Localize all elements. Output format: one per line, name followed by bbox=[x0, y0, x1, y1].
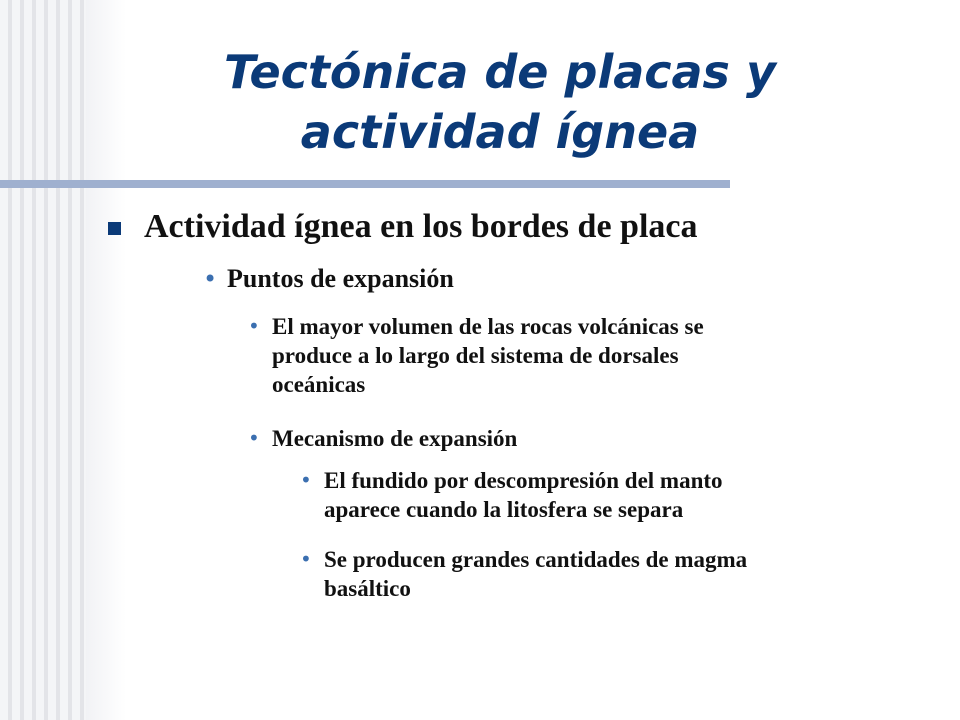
bullet-level-4-item-1 bbox=[300, 466, 944, 524]
slide-title bbox=[150, 42, 850, 162]
bullet-level-3-item-1 bbox=[248, 312, 872, 399]
bullet-level-3-item-2-text: Mecanismo de expansión bbox=[272, 426, 518, 451]
bullet-level-2 bbox=[203, 262, 907, 296]
bullet-level-2-text: Puntos de expansión bbox=[227, 264, 454, 293]
bullet-level-4-item-2 bbox=[300, 545, 944, 603]
title-line-2: actividad ígnea bbox=[300, 105, 700, 159]
left-stripe-decoration bbox=[0, 0, 86, 720]
bullet-level-4-item-2-line-2: basáltico bbox=[324, 576, 411, 601]
dot-bullet-icon: • bbox=[203, 265, 218, 293]
title-line-1: Tectónica de placas y bbox=[224, 45, 776, 99]
dot-bullet-icon: • bbox=[300, 547, 312, 571]
stripe-fade-decoration bbox=[86, 0, 126, 720]
dot-bullet-icon: • bbox=[248, 314, 260, 338]
bullet-level-4-item-2-line-1: Se producen grandes cantidades de magma bbox=[324, 547, 748, 572]
bullet-level-3-item-2 bbox=[248, 424, 872, 453]
bullet-level-4-item-1-line-1: El fundido por descompresión del manto bbox=[324, 468, 723, 493]
dot-bullet-icon: • bbox=[300, 468, 312, 492]
dot-bullet-icon: • bbox=[248, 426, 260, 450]
bullet-level-4-item-1-line-2: aparece cuando la litosfera se separa bbox=[324, 497, 684, 522]
square-bullet-icon bbox=[108, 222, 121, 235]
bullet-level-3-item-1-line-2: produce a lo largo del sistema de dorsales bbox=[272, 343, 679, 368]
bullet-level-1 bbox=[144, 206, 904, 248]
bullet-level-1-text: Actividad ígnea en los bordes de placa bbox=[144, 208, 698, 245]
bullet-level-3-item-1-line-1: El mayor volumen de las rocas volcánicas se bbox=[272, 314, 704, 339]
bullet-level-3-item-1-line-3: oceánicas bbox=[272, 372, 366, 397]
title-underline-rule bbox=[0, 180, 730, 188]
